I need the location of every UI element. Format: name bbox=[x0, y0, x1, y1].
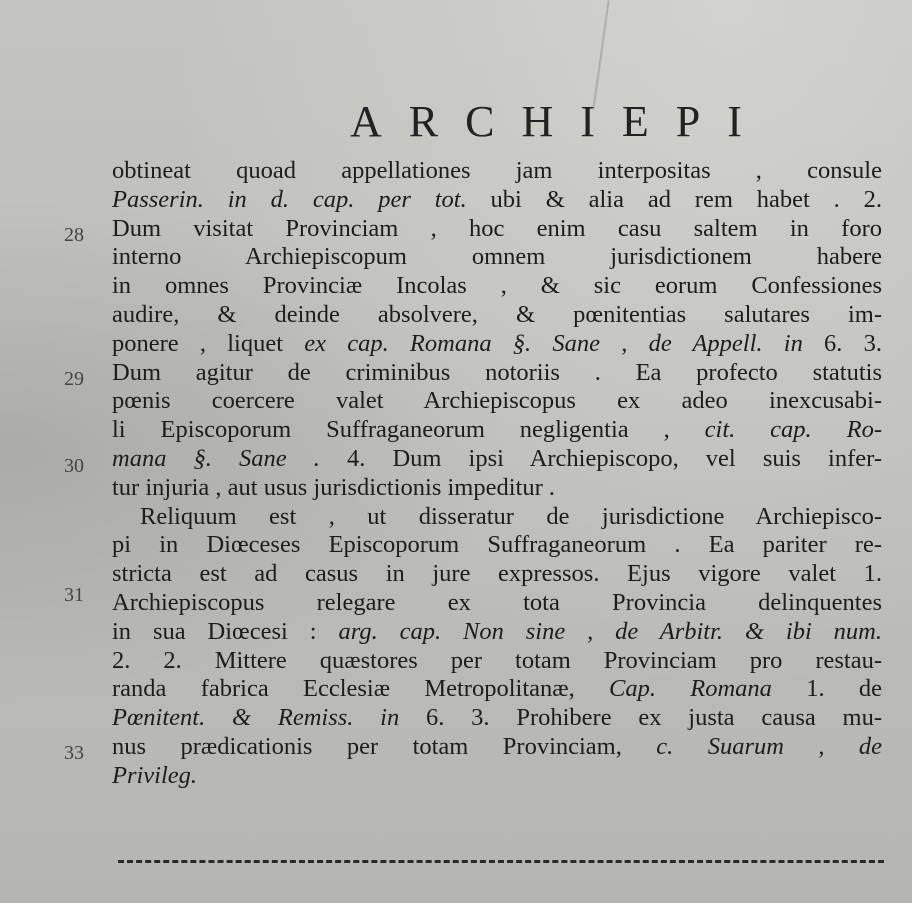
text-line: li Episcoporum Suffraganeorum negligentia , cit. cap. Ro- bbox=[112, 416, 882, 444]
margin-number-33: 33 bbox=[64, 742, 84, 764]
text-line: pi in Diœceses Episcoporum Suffraganeorum . Ea pariter re- bbox=[112, 531, 882, 559]
text-line: Passerin. in d. cap. per tot. ubi & alia ad rem habet . 2. bbox=[112, 185, 882, 213]
text-line: Dum agitur de criminibus notoriis . Ea profecto statutis bbox=[112, 358, 882, 386]
text-line: in omnes Provinciæ Incolas , & sic eorum Confessiones bbox=[112, 272, 882, 300]
text-line: audire, & deinde absolvere, & pœnitentias salutares im- bbox=[112, 300, 882, 328]
text-line: ponere , liquet ex cap. Romana §. Sane , de Appell. in 6. 3. bbox=[112, 329, 882, 357]
margin-number-29: 29 bbox=[64, 368, 84, 390]
margin-number-28: 28 bbox=[64, 224, 84, 246]
text-line: mana §. Sane . 4. Dum ipsi Archiepiscopo, vel suis infer- bbox=[112, 444, 882, 472]
text-line: nus prædicationis per totam Provinciam, c. Suarum , de bbox=[112, 732, 882, 760]
text-line: Pœnitent. & Remiss. in 6. 3. Prohibere ex justa causa mu- bbox=[112, 704, 882, 732]
section-rule bbox=[118, 860, 884, 863]
text-line: Reliquum est , ut disseratur de jurisdictione Archiepisco- bbox=[140, 502, 882, 530]
margin-number-31: 31 bbox=[64, 584, 84, 606]
text-line: Archiepiscopus relegare ex tota Provincia delinquentes bbox=[112, 588, 882, 616]
text-line: stricta est ad casus in jure expressos. Ejus vigore valet 1. bbox=[112, 560, 882, 588]
text-line: Dum visitat Provinciam , hoc enim casu saltem in foro bbox=[112, 214, 882, 242]
text-line: pœnis coercere valet Archiepiscopus ex adeo inexcusabi- bbox=[112, 387, 882, 415]
paper-crease bbox=[592, 0, 609, 109]
text-line: in sua Diœcesi : arg. cap. Non sine , de Arbitr. & ibi num. bbox=[112, 617, 882, 645]
text-line: interno Archiepiscopum omnem jurisdictionem habere bbox=[112, 243, 882, 271]
text-line: 2. 2. Mittere quæstores per totam Provinciam pro restau- bbox=[112, 646, 882, 674]
text-line: Privileg. bbox=[112, 761, 198, 789]
text-line: tur injuria , aut usus jurisdictionis impeditur . bbox=[112, 473, 555, 501]
running-header: ARCHIEPI bbox=[350, 97, 769, 146]
margin-number-30: 30 bbox=[64, 455, 84, 477]
body-text bbox=[112, 157, 882, 791]
text-line: randa fabrica Ecclesiæ Metropolitanæ, Cap. Romana 1. de bbox=[112, 675, 882, 703]
text-line: obtineat quoad appellationes jam interpositas , consule bbox=[112, 157, 882, 184]
